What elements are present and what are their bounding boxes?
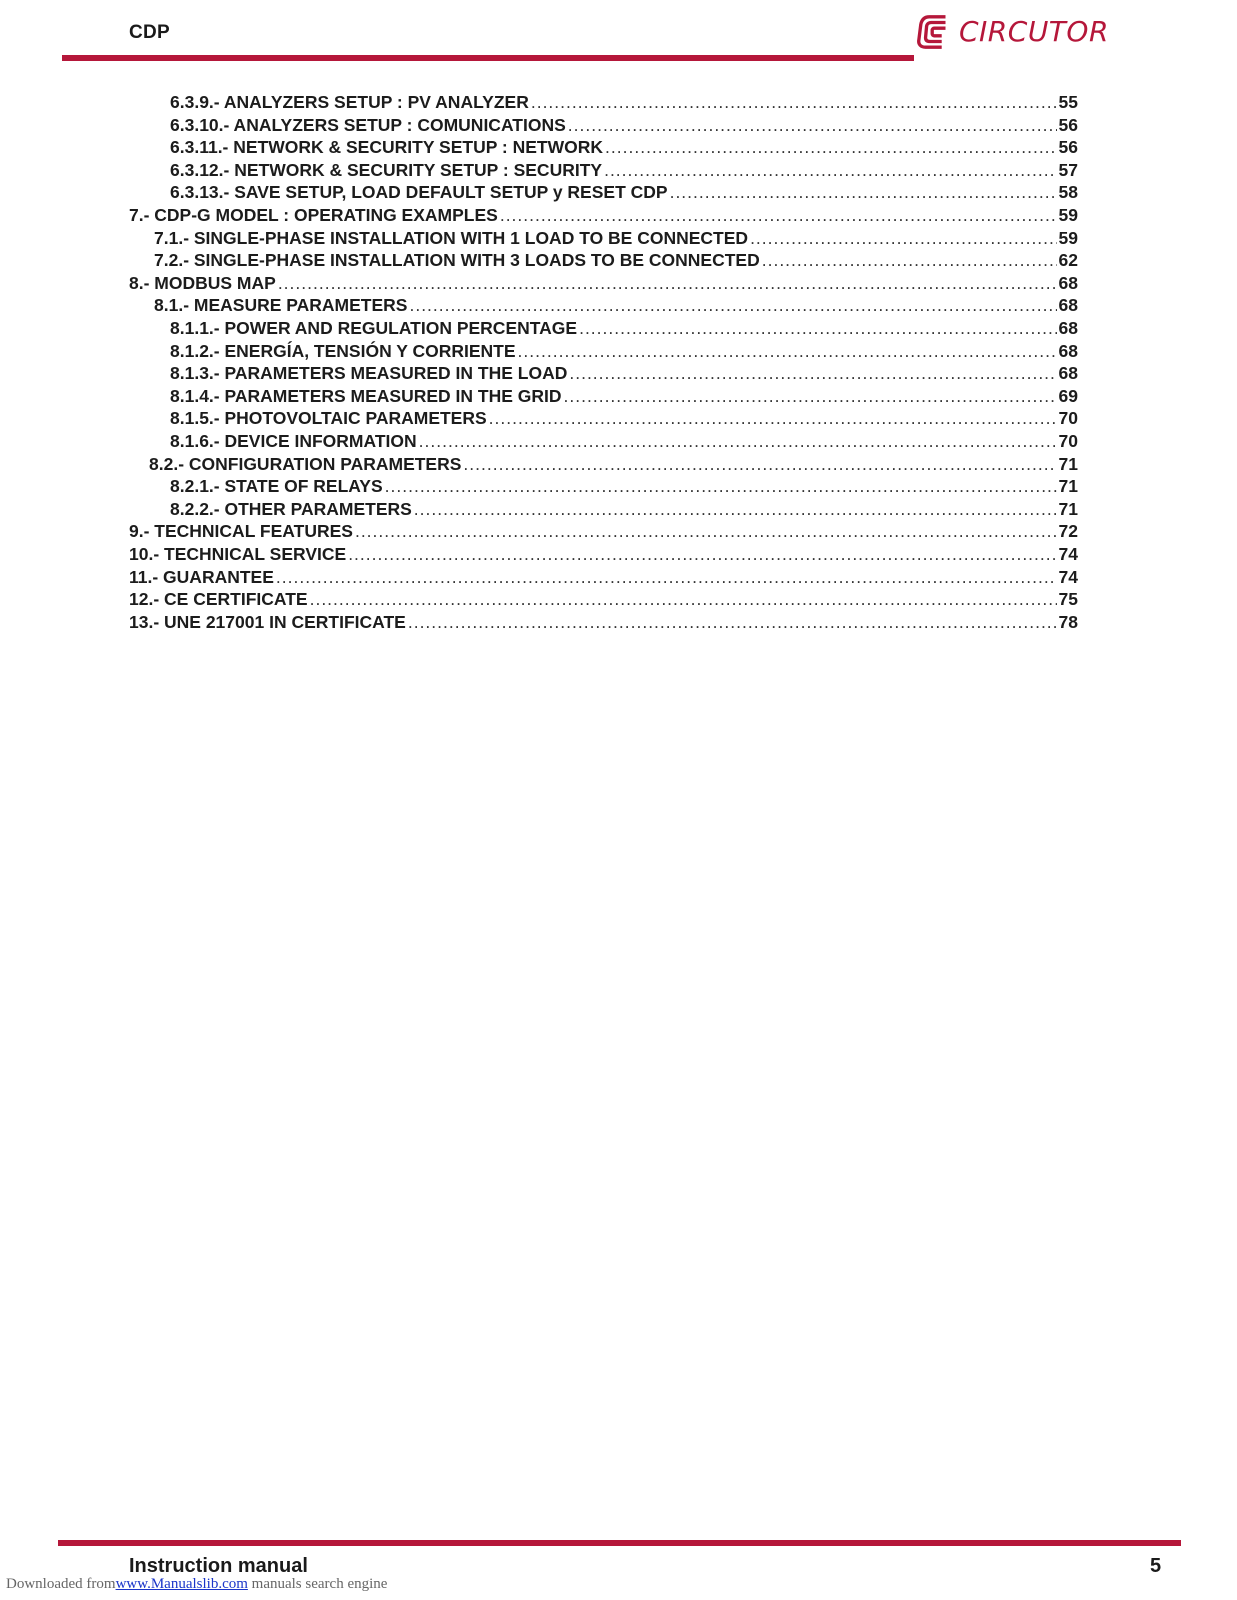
circutor-logo-icon bbox=[917, 13, 955, 51]
toc-entry-page: 68 bbox=[1058, 318, 1078, 338]
toc-entry-page: 74 bbox=[1058, 544, 1078, 564]
toc-dot-leader bbox=[278, 273, 1057, 294]
toc-entry-label: 9.- TECHNICAL FEATURES bbox=[129, 521, 353, 542]
toc-dot-leader bbox=[762, 250, 1057, 271]
toc-dot-leader bbox=[409, 295, 1056, 316]
toc-entry-page: 68 bbox=[1058, 272, 1078, 293]
toc-dot-leader bbox=[408, 612, 1057, 633]
toc-entry-page: 69 bbox=[1058, 385, 1078, 406]
toc-entry[interactable] bbox=[170, 476, 1078, 498]
toc-entry-label: 8.1.1.- POWER AND REGULATION PERCENTAGE bbox=[170, 318, 578, 338]
toc-dot-leader bbox=[385, 476, 1057, 497]
toc-entry[interactable] bbox=[154, 250, 1078, 272]
toc-entry-label: 8.1.4.- PARAMETERS MEASURED IN THE GRID bbox=[170, 385, 562, 406]
toc-entry-label: 6.3.9.- ANALYZERS SETUP : PV ANALYZER bbox=[170, 92, 529, 112]
toc-entry-page: 56 bbox=[1058, 114, 1078, 135]
toc-entry[interactable] bbox=[129, 612, 1078, 634]
toc-dot-leader bbox=[414, 499, 1057, 520]
manualslib-link[interactable]: www.Manualslib.com bbox=[115, 1576, 248, 1592]
toc-entry-page: 74 bbox=[1058, 566, 1078, 587]
toc-entry-page: 72 bbox=[1058, 521, 1078, 542]
toc-entry-label: 8.1.2.- ENERGÍA, TENSIÓN Y CORRIENTE bbox=[170, 340, 516, 361]
toc-dot-leader bbox=[531, 92, 1057, 113]
toc-entry-label: 7.- CDP-G MODEL : OPERATING EXAMPLES bbox=[129, 205, 498, 225]
toc-entry[interactable] bbox=[154, 295, 1078, 317]
toc-entry-page: 55 bbox=[1058, 92, 1078, 112]
toc-entry-label: 11.- GUARANTEE bbox=[129, 566, 274, 587]
toc-entry-page: 59 bbox=[1058, 227, 1078, 248]
toc-entry-label: 8.1.3.- PARAMETERS MEASURED IN THE LOAD bbox=[170, 363, 568, 384]
toc-entry[interactable] bbox=[129, 544, 1078, 566]
toc-entry[interactable] bbox=[170, 341, 1078, 363]
toc-dot-leader bbox=[568, 115, 1057, 136]
document-title: CDP bbox=[129, 22, 171, 43]
toc-dot-leader bbox=[419, 431, 1057, 452]
toc-entry[interactable] bbox=[170, 92, 1078, 114]
toc-entry-page: 58 bbox=[1058, 182, 1078, 203]
toc-entry-label: 12.- CE CERTIFICATE bbox=[129, 589, 308, 610]
toc-entry-page: 56 bbox=[1058, 137, 1078, 158]
toc-dot-leader bbox=[750, 228, 1056, 249]
toc-entry-label: 6.3.13.- SAVE SETUP, LOAD DEFAULT SETUP y RESET CDP bbox=[170, 182, 668, 203]
toc-entry-page: 70 bbox=[1058, 408, 1078, 429]
toc-dot-leader bbox=[348, 544, 1056, 565]
toc-entry-page: 71 bbox=[1058, 498, 1078, 519]
toc-dot-leader bbox=[564, 386, 1057, 407]
toc-entry[interactable] bbox=[170, 182, 1078, 204]
toc-entry[interactable] bbox=[149, 454, 1078, 476]
download-note bbox=[6, 1576, 387, 1593]
download-note-suffix: manuals search engine bbox=[247, 1576, 388, 1592]
toc-entry[interactable] bbox=[170, 363, 1078, 385]
toc-entry-page: 71 bbox=[1058, 476, 1078, 497]
toc-entry-page: 59 bbox=[1058, 205, 1078, 225]
toc-entry-label: 6.3.10.- ANALYZERS SETUP : COMUNICATIONS bbox=[170, 114, 566, 135]
toc-dot-leader bbox=[310, 589, 1057, 610]
toc-entry-label: 8.2.1.- STATE OF RELAYS bbox=[170, 476, 383, 497]
page-number: 5 bbox=[1150, 1555, 1162, 1577]
toc-entry[interactable] bbox=[129, 589, 1078, 611]
toc-dot-leader bbox=[500, 205, 1057, 226]
download-note-prefix: Downloaded from bbox=[6, 1576, 116, 1592]
toc-entry[interactable] bbox=[170, 318, 1078, 340]
toc-entry[interactable] bbox=[129, 521, 1078, 543]
toc-dot-leader bbox=[518, 341, 1057, 362]
toc-entry[interactable] bbox=[129, 567, 1078, 589]
toc-dot-leader bbox=[569, 363, 1056, 384]
header-divider bbox=[62, 55, 914, 61]
toc-entry-page: 68 bbox=[1058, 295, 1078, 316]
toc-entry-page: 57 bbox=[1058, 159, 1078, 180]
footer-title: Instruction manual bbox=[129, 1555, 308, 1577]
toc-entry-label: 13.- UNE 217001 IN CERTIFICATE bbox=[129, 611, 406, 632]
toc-entry-label: 8.1.- MEASURE PARAMETERS bbox=[154, 295, 408, 316]
toc-entry-page: 75 bbox=[1058, 589, 1078, 610]
toc-entry-label: 6.3.12.- NETWORK & SECURITY SETUP : SECURITY bbox=[170, 159, 603, 180]
toc-entry[interactable] bbox=[129, 205, 1078, 227]
brand-logo bbox=[917, 12, 1127, 52]
toc-entry-label: 10.- TECHNICAL SERVICE bbox=[129, 544, 347, 564]
toc-entry-label: 6.3.11.- NETWORK & SECURITY SETUP : NETWORK bbox=[170, 137, 604, 158]
toc-dot-leader bbox=[670, 182, 1057, 203]
toc-entry[interactable] bbox=[170, 160, 1078, 182]
toc-entry[interactable] bbox=[170, 499, 1078, 521]
toc-entry-page: 70 bbox=[1058, 431, 1078, 451]
footer-divider bbox=[58, 1540, 1181, 1546]
toc-entry-label: 8.- MODBUS MAP bbox=[129, 272, 276, 293]
toc-entry-label: 7.2.- SINGLE-PHASE INSTALLATION WITH 3 LOADS TO BE CONNECTED bbox=[154, 250, 760, 271]
toc-entry-label: 8.1.5.- PHOTOVOLTAIC PARAMETERS bbox=[170, 408, 487, 429]
toc-entry[interactable] bbox=[170, 386, 1078, 408]
toc-dot-leader bbox=[355, 521, 1057, 542]
toc-entry[interactable] bbox=[129, 273, 1078, 295]
toc-dot-leader bbox=[579, 318, 1056, 339]
toc-dot-leader bbox=[276, 567, 1057, 588]
toc-entry-page: 68 bbox=[1058, 363, 1078, 384]
toc-entry-label: 7.1.- SINGLE-PHASE INSTALLATION WITH 1 LOAD TO BE CONNECTED bbox=[154, 227, 749, 248]
toc-entry[interactable] bbox=[154, 228, 1078, 250]
toc-entry[interactable] bbox=[170, 115, 1078, 137]
toc-entry-label: 8.2.2.- OTHER PARAMETERS bbox=[170, 498, 412, 519]
toc-entry-page: 62 bbox=[1058, 250, 1078, 271]
toc-entry[interactable] bbox=[170, 137, 1078, 159]
toc-entry-page: 71 bbox=[1058, 453, 1078, 474]
toc-entry-label: 8.1.6.- DEVICE INFORMATION bbox=[170, 431, 417, 451]
toc-entry-page: 68 bbox=[1058, 340, 1078, 361]
toc-entry-label: 8.2.- CONFIGURATION PARAMETERS bbox=[149, 453, 462, 474]
toc-dot-leader bbox=[463, 454, 1056, 475]
toc-entry[interactable] bbox=[170, 431, 1078, 453]
toc-dot-leader bbox=[605, 137, 1057, 158]
toc-dot-leader bbox=[604, 160, 1056, 181]
logo-wordmark: CIRCUTOR bbox=[959, 15, 1109, 48]
toc-dot-leader bbox=[489, 408, 1057, 429]
toc-entry[interactable] bbox=[170, 408, 1078, 430]
toc-entry-page: 78 bbox=[1058, 611, 1078, 632]
